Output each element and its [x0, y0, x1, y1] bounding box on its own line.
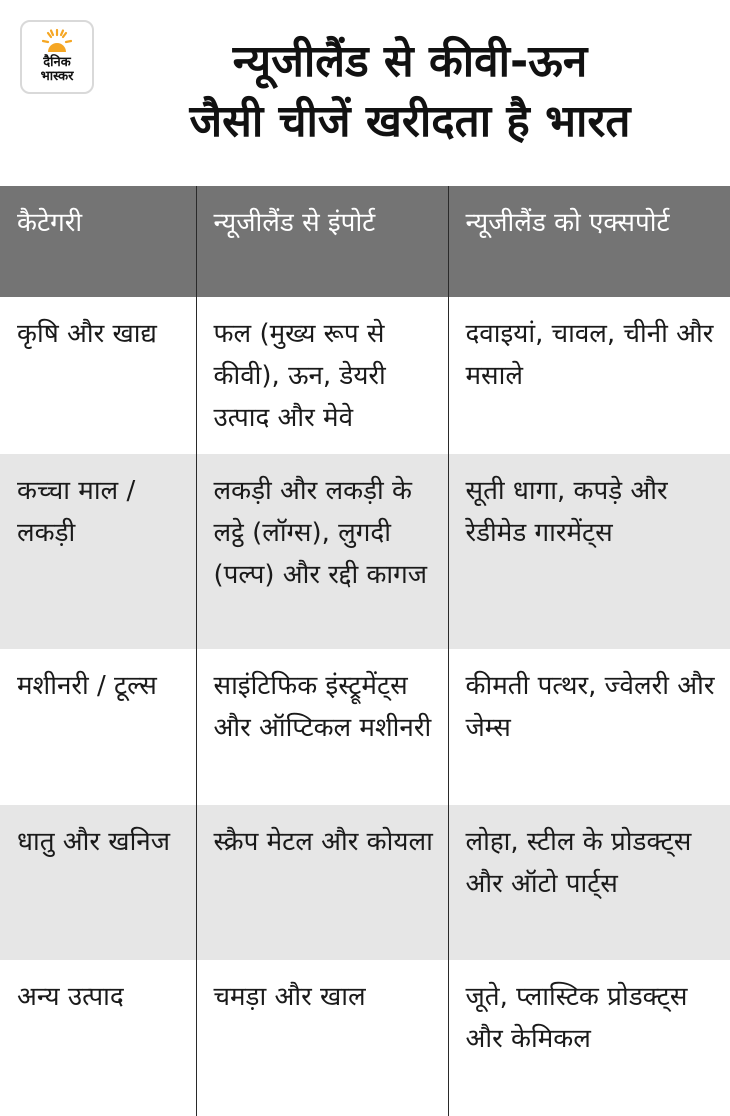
export-cell: कीमती पत्थर, ज्वेलरी और जेम्स: [448, 649, 730, 805]
page-title: [100, 32, 720, 152]
title-line-2: जैसी चीजें खरीदता है भारत: [189, 96, 631, 147]
column-header-category: कैटेगरी: [0, 186, 196, 297]
export-cell: जूते, प्लास्टिक प्रोडक्ट्स और केमिकल: [448, 960, 730, 1116]
import-cell: लकड़ी और लकड़ी के लट्ठे (लॉग्स), लुगदी (पल्प) और रद्दी कागज: [196, 454, 448, 649]
import-cell: साइंटिफिक इंस्ट्रूमेंट्स और ऑप्टिकल मशीनरी: [196, 649, 448, 805]
sun-icon: [42, 28, 72, 54]
export-cell: दवाइयां, चावल, चीनी और मसाले: [448, 297, 730, 454]
header: [0, 0, 730, 186]
import-cell: फल (मुख्य रूप से कीवी), ऊन, डेयरी उत्पाद और मेवे: [196, 297, 448, 454]
category-cell: कृषि और खाद्य: [17, 319, 157, 349]
table-row: [0, 649, 730, 805]
category-cell: धातु और खनिज: [0, 805, 196, 960]
import-cell: स्क्रैप मेटल और कोयला: [196, 805, 448, 960]
category-cell: अन्य उत्पाद: [17, 982, 124, 1012]
table-row: [0, 805, 730, 960]
trade-table: [0, 186, 730, 1116]
table-row: [0, 960, 730, 1116]
title-line-1: न्यूजीलैंड से कीवी-ऊन: [232, 36, 588, 87]
export-cell: सूती धागा, कपड़े और रेडीमेड गारमेंट्स: [448, 454, 730, 649]
export-cell: लोहा, स्टील के प्रोडक्ट्स और ऑटो पार्ट्स: [448, 805, 730, 960]
column-header-import: न्यूजीलैंड से इंपोर्ट: [196, 186, 448, 297]
logo-text-dainik: दैनिक: [43, 55, 71, 70]
table-row: [0, 297, 730, 454]
category-cell: कच्चा माल / लकड़ी: [0, 454, 196, 649]
category-cell: मशीनरी / टूल्स: [17, 671, 157, 701]
dainik-bhaskar-logo[interactable]: [20, 20, 94, 94]
logo-text-bhaskar: भास्कर: [40, 69, 74, 84]
table-header-row: [0, 186, 730, 297]
column-header-export: न्यूजीलैंड को एक्सपोर्ट: [448, 186, 730, 297]
table-row: [0, 454, 730, 649]
import-cell: चमड़ा और खाल: [196, 960, 448, 1116]
